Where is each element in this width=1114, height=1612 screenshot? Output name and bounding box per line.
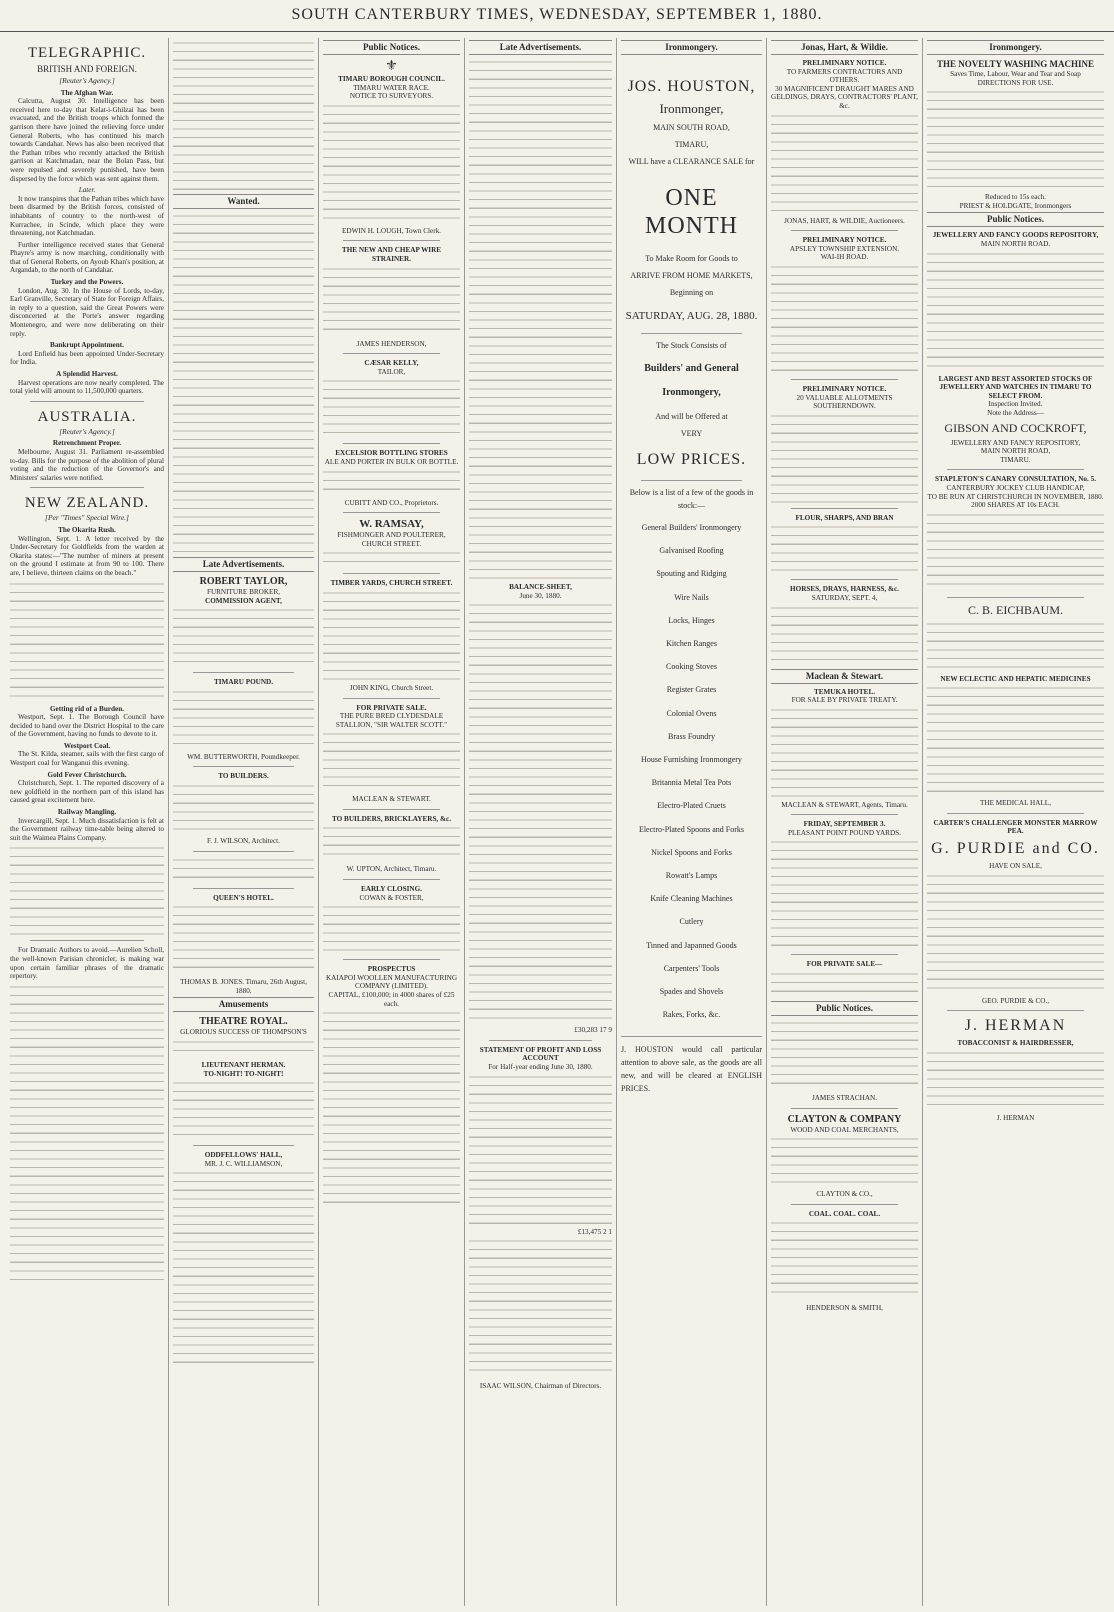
text-block xyxy=(771,113,918,213)
advert-footer: J. HOUSTON would call particular attention to above sale, as the goods are all new, and will be cleared at ENGLISH PRICES. xyxy=(621,1036,762,1095)
section-heading: Jonas, Hart, & Wildie. xyxy=(771,40,918,55)
advertiser-trade: Ironmonger, xyxy=(659,101,724,116)
statement-total: £13,475 2 1 xyxy=(577,1227,612,1236)
ad-note: Note the Address— xyxy=(987,408,1044,417)
ad-title: TIMARU BOROUGH COUNCIL. xyxy=(338,75,445,83)
article-text: Westport, Sept. 1. The Borough Council have decided to hand over the District Hospital to the care of the Government, having no funds to devote to it. xyxy=(10,713,164,739)
divider xyxy=(947,1010,1084,1011)
goods-item: Wire Nails xyxy=(674,592,709,602)
section-subtitle: BRITISH AND FOREIGN. xyxy=(37,64,137,74)
divider xyxy=(343,959,440,960)
ad-title: QUEEN'S HOTEL. xyxy=(213,893,274,902)
ad-title: PROSPECTUS xyxy=(367,965,416,974)
goods-item: Galvanised Roofing xyxy=(659,546,724,556)
text-block xyxy=(927,512,1104,592)
goods-intro: Below is a list of a few of the goods in stock:— xyxy=(629,488,754,510)
ad-signature: JONAS, HART, & WILDIE, Auctioneers. xyxy=(784,216,905,225)
sale-intro: WILL have a CLEARANCE SALE for xyxy=(628,157,755,166)
firm-name: GIBSON AND COCKROFT, xyxy=(944,420,1087,435)
ad-signature: PRIEST & HOLDGATE, Ironmongers xyxy=(959,201,1072,210)
divider xyxy=(641,480,742,481)
ad-title: THEATRE ROYAL. xyxy=(199,1016,288,1028)
ad-subtitle: PLEASANT POINT POUND YARDS. xyxy=(788,828,901,837)
stock-type-2: Ironmongery, xyxy=(662,387,721,398)
ad-signature: MACLEAN & STEWART, Agents, Timaru. xyxy=(781,800,908,809)
offer-text: And will be Offered at xyxy=(655,412,728,421)
ad-subtitle: TAILOR, xyxy=(377,367,406,376)
goods-item: Register Grates xyxy=(666,685,717,695)
divider xyxy=(489,1040,592,1041)
text-block xyxy=(771,1136,918,1186)
section-heading: Ironmongery. xyxy=(621,40,762,55)
section-heading: Late Advertisements. xyxy=(173,557,314,572)
goods-item: General Builders' Ironmongery xyxy=(641,523,742,532)
ad-signature: W. UPTON, Architect, Timaru. xyxy=(346,865,437,874)
agency-note: [Reuter's Agency.] xyxy=(59,426,115,436)
text-block xyxy=(323,825,460,861)
ad-price: Reduced to 15s each. xyxy=(984,193,1047,202)
article-heading: A Splendid Harvest. xyxy=(56,370,118,378)
divider xyxy=(343,698,440,699)
newspaper-columns xyxy=(6,38,1108,1606)
ad-title: STAPLETON'S CANARY CONSULTATION, No. 5. xyxy=(934,475,1097,484)
divider xyxy=(30,401,144,402)
ad-title: TO BUILDERS, BRICKLAYERS, &c. xyxy=(331,814,452,823)
section-title: TELEGRAPHIC. xyxy=(27,45,147,61)
ad-subtitle: TO-NIGHT! TO-NIGHT! xyxy=(203,1069,284,1078)
article-text: London, Aug. 30. In the House of Lords, to-day, Earl Granville, Secretary of State for Foreign Affairs, in reply to a question, said the Great Powers were disconcerted at the Porte's answer regarding Montenegro, and were now deliberating on their reply. xyxy=(10,286,164,338)
ad-subtitle: MR. J. C. WILLIAMSON, xyxy=(204,1159,283,1168)
text-block xyxy=(771,524,918,574)
article-text: Lord Enfield has been appointed Under-Secretary for India. xyxy=(10,349,164,367)
ad-subtitle: ALE AND PORTER IN BULK OR BOTTLE. xyxy=(324,457,459,466)
divider xyxy=(343,573,440,574)
article-text: Wellington, Sept. 1. A letter received by the Under-Secretary for Goldfields from the warden at Okarita states:—"The number of miners at present on the ground I estimate at from 90 to 100. There are, I believe, thirteen claims on the beach." xyxy=(10,534,164,577)
divider xyxy=(343,512,440,513)
divider xyxy=(30,940,144,941)
text-block xyxy=(173,857,314,883)
ad-title: PRELIMINARY NOTICE. xyxy=(802,384,887,393)
section-title: AUSTRALIA. xyxy=(37,408,137,425)
advertiser-town: TIMARU, xyxy=(674,140,709,149)
ad-subtitle: Saves Time, Labour, Wear and Tear and Soap xyxy=(950,70,1081,78)
ad-signature: JAMES STRACHAN. xyxy=(811,1094,878,1103)
ad-subtitle: NEW ECLECTIC AND HEPATIC MEDICINES xyxy=(940,674,1091,683)
article-text: Further intelligence received states that General Phayre's army is now marching, conditionally with that of General Roberts, on Ayoub Khan's position, at Argandab, to the north of Candahar. xyxy=(10,240,164,275)
column-5-houston-advert xyxy=(617,38,767,1606)
divider xyxy=(947,469,1084,470)
sale-reason: To Make Room for Goods to xyxy=(645,254,738,263)
section-heading: Late Advertisements. xyxy=(469,40,612,55)
goods-item: Nickel Spoons and Forks xyxy=(651,847,732,857)
article-text: It now transpires that the Pathan tribes which have been disarmed by the British forces, consisted of inhabitants of country to the north-west of Kurrachee, in Scinde, which place they were threatening, not Katchmadan. xyxy=(10,194,164,238)
ad-subtitle: TO BE RUN AT CHRISTCHURCH IN NOVEMBER, 1880. xyxy=(927,492,1104,501)
stock-type: Builders' and General xyxy=(644,363,739,374)
goods-item: Kitchen Ranges xyxy=(666,639,717,649)
article-heading: The Okarita Rush. xyxy=(58,525,116,534)
advertiser-address: MAIN SOUTH ROAD, xyxy=(653,123,730,132)
article-text: Invercargill, Sept. 1. Much dissatisfaction is felt at the Government railway time-table being altered to suit the Waimea Plains Company. xyxy=(10,816,164,842)
text-block xyxy=(771,707,918,797)
ad-title: CLAYTON & COMPANY xyxy=(787,1113,902,1125)
text-block xyxy=(927,251,1104,371)
text-block xyxy=(927,1050,1104,1110)
ad-signature: THOMAS B. JONES. Timaru, 26th August, 1880. xyxy=(180,978,307,995)
text-block xyxy=(323,103,460,223)
goods-item: Colonial Ovens xyxy=(666,708,717,718)
ad-title: EXCELSIOR BOTTLING STORES xyxy=(335,449,448,458)
ad-title: PRELIMINARY NOTICE. xyxy=(802,59,887,67)
sale-duration: ONE MONTH xyxy=(645,185,738,239)
text-block xyxy=(927,89,1104,189)
text-block xyxy=(173,1170,314,1370)
article-heading: Gold Fever Christchurch. xyxy=(47,770,127,779)
section-heading: Wanted. xyxy=(173,194,314,209)
divider xyxy=(343,879,440,880)
text-block xyxy=(771,605,918,665)
ad-subtitle: 2000 SHARES AT 10s EACH. xyxy=(971,501,1060,510)
column-7-notices xyxy=(923,38,1108,1606)
masthead xyxy=(0,6,1114,32)
offer-low-prices: LOW PRICES. xyxy=(636,451,747,468)
goods-item: Spouting and Ridging xyxy=(656,569,727,579)
divider xyxy=(791,579,898,580)
balance-total: £30,283 17 9 xyxy=(574,1026,612,1035)
text-block xyxy=(927,621,1104,671)
firm-name: C. B. EICHBAUM. xyxy=(967,602,1063,617)
balance-sheet-date: June 30, 1880. xyxy=(519,591,562,600)
column-4-late-advertisements xyxy=(465,38,617,1606)
ad-title: FOR PRIVATE SALE— xyxy=(806,960,883,969)
ad-subtitle: TOBACCONIST & HAIRDRESSER, xyxy=(957,1039,1074,1048)
article-heading: Bankrupt Appointment. xyxy=(50,341,124,350)
article-heading: Westport Coal. xyxy=(63,741,111,750)
ad-subtitle: THE PURE BRED CLYDESDALE STALLION, "SIR WALTER SCOTT." xyxy=(335,712,448,729)
ad-signature: HENDERSON & SMITH, xyxy=(806,1304,883,1313)
goods-item: Cooking Stoves xyxy=(666,662,717,672)
text-block xyxy=(323,550,460,568)
text-block xyxy=(927,873,1104,993)
ad-title: ODDFELLOWS' HALL, xyxy=(204,1151,283,1160)
ad-subtitle: LARGEST AND BEST ASSORTED STOCKS OF JEWELLERY AND WATCHES IN TIMARU TO SELECT FROM. xyxy=(938,374,1093,400)
divider xyxy=(343,240,440,241)
goods-item: House Furnishing Ironmongery xyxy=(641,755,742,765)
ad-subtitle: WAI-IH ROAD. xyxy=(820,253,869,262)
sale-reason-2: ARRIVE FROM HOME MARKETS, xyxy=(630,271,753,280)
article-text: Christchurch, Sept. 1. The reported discovery of a new goldfield in the northern part of this island has caused great excitement here. xyxy=(10,779,164,805)
section-title: NEW ZEALAND. xyxy=(24,495,150,512)
ad-title: FLOUR, SHARPS, AND BRAN xyxy=(795,513,894,522)
divider xyxy=(641,333,742,334)
ad-title: HORSES, DRAYS, HARNESS, &c. xyxy=(790,585,899,594)
ad-subtitle: SATURDAY, SEPT. 4, xyxy=(811,593,878,602)
text-block xyxy=(771,839,918,949)
column-3-public-notices xyxy=(319,38,465,1606)
goods-item: Rakes, Forks, &c. xyxy=(662,1010,721,1020)
balance-sheet-title: BALANCE-SHEET, xyxy=(509,583,572,591)
ad-subtitle: HAVE ON SALE, xyxy=(989,862,1042,871)
ad-signature: ISAAC WILSON, Chairman of Directors. xyxy=(479,1382,602,1391)
ad-signature: JAMES HENDERSON, xyxy=(356,339,427,348)
firm-name: G. PURDIE and CO. xyxy=(931,840,1100,858)
text-block xyxy=(323,590,460,680)
article-heading: Railway Mangling. xyxy=(57,808,117,817)
divider xyxy=(791,1108,898,1109)
ad-title: ROBERT TAYLOR, xyxy=(199,576,288,587)
coat-of-arms-icon: ⚜ xyxy=(385,59,398,74)
goods-item: Locks, Hinges xyxy=(668,615,715,625)
ad-title: PRELIMINARY NOTICE. xyxy=(802,236,887,245)
section-heading: Amusements xyxy=(173,997,314,1012)
ad-signature: EDWIN H. LOUGH, Town Clerk. xyxy=(342,226,441,235)
ad-title: W. RAMSAY, xyxy=(359,518,424,531)
article-text: Harvest operations are now nearly completed. The total yield will amount to 11,500,000 quarters. xyxy=(10,378,164,396)
text-block xyxy=(927,685,1104,795)
goods-item: Cutlery xyxy=(679,917,704,927)
article-dateline: Later. xyxy=(78,186,96,195)
text-block xyxy=(323,469,460,495)
ad-subtitle: CAPITAL, £100,000; in 4000 shares of £25 each. xyxy=(328,991,455,1008)
text-block xyxy=(323,904,460,954)
ad-subtitle: LIEUTENANT HERMAN. xyxy=(201,1060,286,1069)
ad-subtitle: GLORIOUS SUCCESS OF THOMPSON'S xyxy=(180,1028,307,1037)
goods-list xyxy=(621,516,762,1026)
ad-title: COAL. COAL. COAL. xyxy=(808,1209,881,1218)
text-block xyxy=(771,413,918,503)
goods-item: Rowatt's Lamps xyxy=(665,871,718,881)
article-heading: Retrenchment Proper. xyxy=(52,439,122,448)
text-block xyxy=(323,378,460,438)
divider xyxy=(791,1204,898,1205)
ad-title: FOR PRIVATE SALE. xyxy=(356,703,427,712)
divider xyxy=(791,814,898,815)
ad-title: FRIDAY, SEPTEMBER 3. xyxy=(803,820,886,829)
text-block xyxy=(173,1080,314,1140)
text-block xyxy=(173,689,314,749)
article-text: Calcutta, August 30. Intelligence has been received here to-day that Kelat-i-Ghilzai has been evacuated, and the British troops which formed the garrison there have joined the relieving force under General Roberts, who has continued his march towards Candahar. News has also been received that the Pathan tribes who recently attacked the British garrison at Katchmadan, near the Bolan Pass, but were repulsed and severely punished, have been dispersed by the force which was sent against them. xyxy=(10,97,164,183)
statement-title: STATEMENT OF PROFIT AND LOSS ACCOUNT xyxy=(479,1045,602,1063)
goods-item: Tinned and Japanned Goods xyxy=(646,940,737,950)
stock-intro: The Stock Consists of xyxy=(656,341,727,350)
agency-note: [Per "Times" Special Wire.] xyxy=(45,513,129,523)
ad-subtitle: TO FARMERS CONTRACTORS AND OTHERS. xyxy=(786,67,903,85)
ad-title: THE NOVELTY WASHING MACHINE xyxy=(937,59,1094,69)
ad-subtitle: THE MEDICAL HALL, xyxy=(980,799,1051,808)
ad-subtitle: FURNITURE BROKER, xyxy=(206,588,281,596)
ad-signature: CUBITT AND CO., Proprietors. xyxy=(344,498,439,507)
goods-item: Electro-Plated Spoons and Forks xyxy=(638,824,745,834)
section-heading: Public Notices. xyxy=(323,40,460,55)
ad-subtitle: DIRECTIONS FOR USE. xyxy=(977,78,1054,87)
section-heading: Public Notices. xyxy=(771,1001,918,1016)
ad-signature: F. J. WILSON, Architect. xyxy=(207,836,280,845)
ad-signature: J. HERMAN xyxy=(996,1113,1035,1122)
section-heading: Public Notices. xyxy=(927,212,1104,227)
ad-subtitle: MAIN NORTH ROAD. xyxy=(980,239,1051,248)
ad-note: Inspection Invited. xyxy=(988,400,1043,409)
ad-subtitle: COWAN & FOSTER, xyxy=(359,893,424,902)
text-block xyxy=(173,904,314,974)
ad-title: EARLY CLOSING. xyxy=(361,885,422,894)
column-2-advertisements xyxy=(169,38,319,1606)
text-block xyxy=(173,783,314,833)
advertiser-name: JOS. HOUSTON, xyxy=(627,78,756,95)
divider xyxy=(791,508,898,509)
ad-title: THE NEW AND CHEAP WIRE STRAINER. xyxy=(341,246,442,263)
agency-note: [Reuter's Agency.] xyxy=(59,76,115,85)
goods-item: Carpenters' Tools xyxy=(663,963,720,973)
ad-signature: CLAYTON & CO., xyxy=(816,1190,873,1199)
divider xyxy=(193,672,294,673)
sale-begin: Beginning on xyxy=(669,288,714,297)
text-block xyxy=(173,40,314,190)
goods-item: Electro-Plated Cruets xyxy=(657,801,726,811)
text-block xyxy=(10,581,164,701)
ad-subtitle: TIMARU WATER RACE. xyxy=(353,83,430,92)
ad-title: JEWELLERY AND FANCY GOODS REPOSITORY, xyxy=(932,231,1099,240)
ad-title: TIMBER YARDS, CHURCH STREET. xyxy=(330,579,453,588)
divider xyxy=(193,888,294,889)
text-block xyxy=(469,1238,612,1378)
ad-signature: MACLEAN & STEWART. xyxy=(352,795,431,804)
goods-item: Knife Cleaning Machines xyxy=(650,894,733,904)
ad-subtitle: APSLEY TOWNSHIP EXTENSION. xyxy=(789,244,900,253)
divider xyxy=(343,443,440,444)
sale-date: SATURDAY, AUG. 28, 1880. xyxy=(625,310,758,322)
firm-address: MAIN NORTH ROAD, xyxy=(980,447,1051,456)
text-block xyxy=(173,213,314,553)
text-block xyxy=(173,1039,314,1057)
goods-item: Brass Foundry xyxy=(668,731,715,741)
text-block xyxy=(10,845,164,935)
masthead-title: SOUTH CANTERBURY TIMES, WEDNESDAY, SEPTEMBER 1, 1880. xyxy=(291,6,823,23)
offer-very: VERY xyxy=(680,429,703,438)
divider xyxy=(947,597,1084,598)
column-1-telegraphic xyxy=(6,38,169,1606)
text-block xyxy=(771,264,918,374)
divider xyxy=(193,766,294,767)
ad-title: TO BUILDERS. xyxy=(218,772,269,781)
text-block xyxy=(771,971,918,997)
statement-subtitle: For Half-year ending June 30, 1880. xyxy=(488,1062,593,1071)
article-heading: Getting rid of a Burden. xyxy=(49,704,125,713)
goods-item: Britannia Metal Tea Pots xyxy=(651,778,732,788)
ad-subtitle: FISHMONGER AND POULTERER, CHURCH STREET. xyxy=(337,531,446,548)
divider xyxy=(343,353,440,354)
section-heading: Ironmongery. xyxy=(927,40,1104,55)
ad-subtitle: 20 VALUABLE ALLOTMENTS SOUTHERNDOWN. xyxy=(796,393,893,411)
ad-signature: GEO. PURDIE & CO., xyxy=(981,996,1050,1005)
statement-table xyxy=(469,1074,612,1224)
text-block xyxy=(10,984,164,1284)
goods-item: Spades and Shovels xyxy=(659,987,724,997)
divider xyxy=(791,379,898,380)
section-heading: Maclean & Stewart. xyxy=(771,669,918,684)
ad-subtitle: WOOD AND COAL MERCHANTS, xyxy=(790,1125,899,1134)
text-block xyxy=(323,1010,460,1210)
ad-title: CARTER'S CHALLENGER MONSTER MARROW PEA. xyxy=(933,818,1098,836)
ad-subtitle: KAIAPOI WOOLLEN MANUFACTURING COMPANY (LIMITED). xyxy=(325,973,458,991)
ad-title: TIMARU POUND. xyxy=(213,678,274,687)
ad-title: TEMUKA HOTEL. xyxy=(813,687,876,696)
text-block xyxy=(771,1220,918,1300)
divider xyxy=(791,230,898,231)
article-text: The St. Kilda, steamer, sails with the first cargo of Westport coal for Wanganui this evening. xyxy=(10,750,164,768)
ad-signature: JOHN KING, Church Street. xyxy=(349,683,434,692)
text-block xyxy=(771,1020,918,1090)
divider xyxy=(193,851,294,852)
firm-town: TIMARU. xyxy=(1000,455,1031,464)
ad-signature: WM. BUTTERWORTH, Poundkeeper. xyxy=(187,752,300,761)
text-block xyxy=(173,607,314,667)
article-heading: The Afghan War. xyxy=(60,88,114,97)
ad-subtitle: NOTICE TO SURVEYORS. xyxy=(349,92,434,101)
article-text: Melbourne, August 31. Parliament re-assembled to-day. Bills for the purpose of the abolition of plural voting and the reduction of the Governor's and Ministers' salaries were notified. xyxy=(10,447,164,482)
ad-subtitle: COMMISSION AGENT, xyxy=(205,596,282,605)
divider xyxy=(947,813,1084,814)
column-6-auctions xyxy=(767,38,923,1606)
divider xyxy=(343,809,440,810)
ad-title: CÆSAR KELLY, xyxy=(364,359,419,368)
firm-name: J. HERMAN xyxy=(964,1017,1067,1035)
text-block xyxy=(323,731,460,791)
text-block xyxy=(323,266,460,336)
ad-subtitle: 30 MAGNIFICENT DRAUGHT MARES AND GELDINGS, DRAYS, CONTRACTORS' PLANT, &c. xyxy=(771,84,918,110)
balance-sheet-table xyxy=(469,602,612,1022)
ad-subtitle: FOR SALE BY PRIVATE TREATY. xyxy=(791,696,898,705)
text-block xyxy=(469,59,612,579)
divider xyxy=(30,487,144,488)
divider xyxy=(193,1145,294,1146)
article-text: For Dramatic Authors to avoid.—Aurelien Scholl, the well-known Parisian chronicler, is making war upon certain familiar phrases of the dramatic repertory. xyxy=(10,946,164,981)
article-heading: Turkey and the Powers. xyxy=(50,278,124,287)
ad-subtitle: CANTERBURY JOCKEY CLUB HANDICAP, xyxy=(946,483,1085,492)
firm-subtitle: JEWELLERY AND FANCY REPOSITORY, xyxy=(950,438,1081,447)
divider xyxy=(791,954,898,955)
